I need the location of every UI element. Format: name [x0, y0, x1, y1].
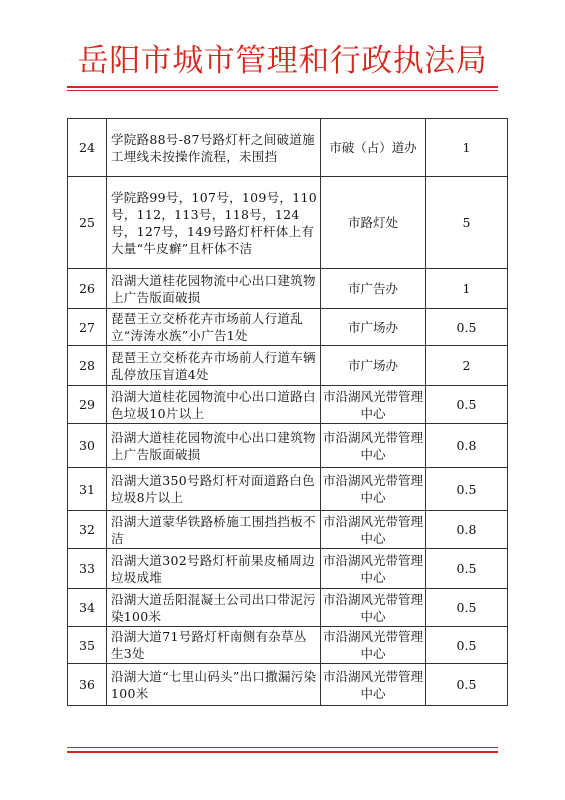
footer-rule-thick	[67, 751, 498, 753]
deduction-score: 0.5	[426, 468, 508, 511]
table-row	[68, 386, 508, 424]
row-number: 29	[68, 386, 107, 424]
issues-table	[67, 118, 508, 706]
table-row	[68, 269, 508, 309]
responsible-unit: 市广告办	[321, 269, 426, 309]
responsible-unit: 市广场办	[321, 309, 426, 346]
responsible-unit: 市路灯处	[321, 177, 426, 269]
responsible-unit: 市沿湖风光带管理中心	[321, 627, 426, 664]
page-title: 岳阳市城市管理和行政执法局	[77, 43, 488, 79]
row-number: 26	[68, 269, 107, 309]
row-number: 25	[68, 177, 107, 269]
issue-description: 沿湖大道“七里山码头”出口撒漏污染100米	[107, 664, 321, 706]
deduction-score: 2	[426, 346, 508, 386]
table-row	[68, 424, 508, 468]
deduction-score: 1	[426, 119, 508, 177]
table-row	[68, 627, 508, 664]
responsible-unit: 市沿湖风光带管理中心	[321, 386, 426, 424]
deduction-score: 0.5	[426, 627, 508, 664]
table-row	[68, 309, 508, 346]
issue-description: 沿湖大道蒙华铁路桥施工围挡挡板不洁	[107, 511, 321, 549]
deduction-score: 5	[426, 177, 508, 269]
footer-rule-thin	[67, 747, 498, 748]
issue-description: 琵琶王立交桥花卉市场前人行道车辆乱停放压盲道4处	[107, 346, 321, 386]
row-number: 36	[68, 664, 107, 706]
table-row	[68, 664, 508, 706]
table-row	[68, 589, 508, 627]
deduction-score: 0.5	[426, 589, 508, 627]
deduction-score: 0.5	[426, 549, 508, 589]
header-rule-thin	[67, 90, 498, 91]
row-number: 28	[68, 346, 107, 386]
table-row	[68, 468, 508, 511]
issue-description: 沿湖大道桂花园物流中心出口建筑物上广告版面破损	[107, 269, 321, 309]
issue-description: 沿湖大道302号路灯杆前果皮桶周边垃圾成堆	[107, 549, 321, 589]
row-number: 27	[68, 309, 107, 346]
deduction-score: 1	[426, 269, 508, 309]
deduction-score: 0.5	[426, 664, 508, 706]
deduction-score: 0.8	[426, 424, 508, 468]
row-number: 34	[68, 589, 107, 627]
row-number: 33	[68, 549, 107, 589]
table-row	[68, 177, 508, 269]
issue-description: 沿湖大道岳阳混凝土公司出口带泥污染100米	[107, 589, 321, 627]
issue-description: 学院路99号，107号，109号，110号，112，113号，118号，124号，127号，149号路灯杆杆体上有大量“牛皮癣”且杆体不洁	[107, 177, 321, 269]
header-rule-thick	[67, 86, 498, 88]
issues-table-body	[68, 119, 508, 706]
responsible-unit: 市沿湖风光带管理中心	[321, 664, 426, 706]
responsible-unit: 市沿湖风光带管理中心	[321, 424, 426, 468]
row-number: 35	[68, 627, 107, 664]
issue-description: 沿湖大道350号路灯杆对面道路白色垃圾8片以上	[107, 468, 321, 511]
row-number: 30	[68, 424, 107, 468]
deduction-score: 0.5	[426, 309, 508, 346]
responsible-unit: 市广场办	[321, 346, 426, 386]
deduction-score: 0.8	[426, 511, 508, 549]
table-row	[68, 511, 508, 549]
responsible-unit: 市沿湖风光带管理中心	[321, 549, 426, 589]
issue-description: 学院路88号-87号路灯杆之间破道施工埋线未按操作流程，未围挡	[107, 119, 321, 177]
responsible-unit: 市沿湖风光带管理中心	[321, 468, 426, 511]
responsible-unit: 市沿湖风光带管理中心	[321, 589, 426, 627]
row-number: 24	[68, 119, 107, 177]
table-row	[68, 549, 508, 589]
row-number: 32	[68, 511, 107, 549]
issue-description: 沿湖大道桂花园物流中心出口建筑物上广告版面破损	[107, 424, 321, 468]
issue-description: 沿湖大道桂花园物流中心出口道路白色垃圾10片以上	[107, 386, 321, 424]
row-number: 31	[68, 468, 107, 511]
table-row	[68, 119, 508, 177]
deduction-score: 0.5	[426, 386, 508, 424]
table-row	[68, 346, 508, 386]
issue-description: 琵琶王立交桥花卉市场前人行道乱立“涛涛水族”小广告1处	[107, 309, 321, 346]
issue-description: 沿湖大道71号路灯杆南侧有杂草丛生3处	[107, 627, 321, 664]
responsible-unit: 市沿湖风光带管理中心	[321, 511, 426, 549]
responsible-unit: 市破（占）道办	[321, 119, 426, 177]
